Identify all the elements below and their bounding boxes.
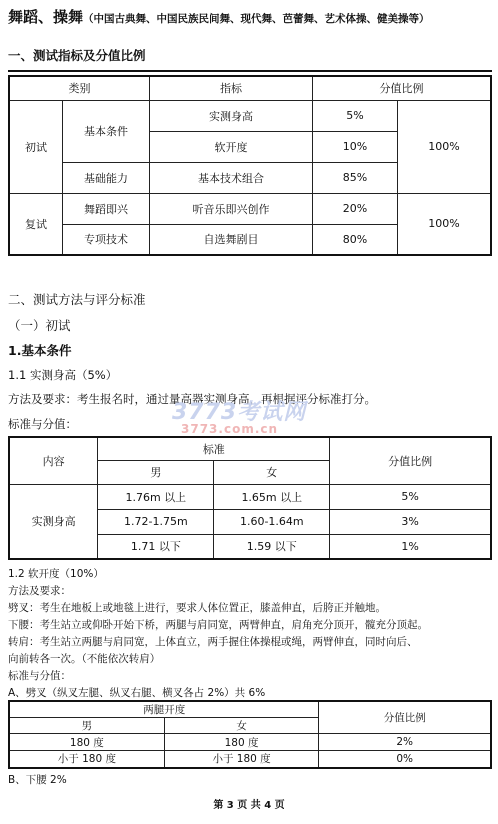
height-item: 1.1 实测身高（5%）: [8, 368, 118, 382]
ratio-height: 5%: [313, 100, 398, 131]
dance-improv: 舞蹈即兴: [63, 193, 150, 224]
header-content: 内容: [9, 437, 98, 484]
bend-text: 下腰：考生站立或仰卧开始下桥，两腿与肩同宽，两臂伸直，肩角充分顶开，髋充分顶起。: [8, 619, 428, 631]
ratio-flexibility: 10%: [313, 131, 398, 162]
height-row-label: 实测身高: [9, 484, 98, 559]
split-text: 劈叉：考生在地板上或地毯上进行，要求人体位置正，膝盖伸直，后胯正并触地。: [8, 602, 386, 614]
ratio-value: 3%: [330, 509, 491, 534]
female-value: 1.59 以下: [214, 534, 330, 559]
indicator-skill: 基本技术组合: [150, 162, 313, 193]
male-degree: 小于 180 度: [9, 751, 164, 768]
title-main: 舞蹈、操舞: [8, 8, 84, 26]
degree-ratio: 2%: [319, 734, 491, 751]
basic-ability: 基础能力: [63, 162, 150, 193]
standard-label: 标准与分值：: [8, 417, 77, 431]
split-label: A、劈叉（纵叉左腿、纵叉右腿、横叉各占 2%）共 6%: [8, 687, 266, 699]
male-value: 1.76m 以上: [98, 484, 214, 509]
female-degree: 180 度: [164, 734, 319, 751]
header-ratio3: 分值比例: [319, 701, 491, 734]
ratio-repertoire: 80%: [313, 224, 398, 255]
header-standard: 标准: [98, 437, 330, 460]
female-value: 1.60-1.64m: [214, 509, 330, 534]
preliminary-heading: （一）初试: [8, 318, 71, 333]
round2-label: 复试: [9, 193, 63, 255]
indicator-music: 听音乐即兴创作: [150, 193, 313, 224]
page-title: [8, 6, 430, 27]
header-female: 女: [214, 460, 330, 484]
indicator-height: 实测身高: [150, 100, 313, 131]
watermark-logo: 3773考试网: [172, 400, 307, 425]
header-male: 男: [98, 460, 214, 484]
header-female3: 女: [164, 718, 319, 734]
page-footer: 第 3 页 共 4 页: [213, 800, 285, 811]
split-table: [8, 700, 492, 769]
watermark-url: 3773.com.cn: [181, 422, 279, 436]
male-value: 1.71 以下: [98, 534, 214, 559]
round2-total: 100%: [398, 193, 492, 255]
degree-ratio: 0%: [319, 751, 491, 768]
ratio-skill: 85%: [313, 162, 398, 193]
male-value: 1.72-1.75m: [98, 509, 214, 534]
female-degree: 小于 180 度: [164, 751, 319, 768]
turn-text-1: 转肩：考生站立两腿与肩同宽，上体直立，两手握住体操棍或绳，两臂伸直，同时向后、: [8, 636, 418, 648]
turn-text-2: 向前转各一次。（不能依次转肩）: [8, 653, 161, 665]
basic-condition: 基本条件: [63, 100, 150, 162]
ratio-value: 1%: [330, 534, 491, 559]
section1-heading: 一、测试指标及分值比例: [8, 48, 146, 63]
flex-method: 方法及要求：: [8, 585, 71, 597]
height-table: [8, 436, 492, 560]
header-degree: 两腿开度: [9, 701, 319, 718]
ratio-value: 5%: [330, 484, 491, 509]
header-ratio2: 分值比例: [330, 437, 491, 484]
ratio-music: 20%: [313, 193, 398, 224]
bend-label: B、下腰 2%: [8, 774, 67, 786]
female-value: 1.65m 以上: [214, 484, 330, 509]
indicator-table: [8, 75, 492, 256]
round1-total: 100%: [398, 100, 492, 193]
indicator-repertoire: 自选舞剧目: [150, 224, 313, 255]
header-ratio: 分值比例: [313, 76, 492, 100]
title-subtitle: （中国古典舞、中国民族民间舞、现代舞、芭蕾舞、艺术体操、健美操等）: [83, 13, 430, 25]
standard-label-2: 标准与分值：: [8, 670, 71, 682]
heading-divider: [8, 70, 492, 72]
basic-condition-heading: 1.基本条件: [8, 343, 72, 358]
round1-label: 初试: [9, 100, 63, 193]
header-category: 类别: [9, 76, 150, 100]
male-degree: 180 度: [9, 734, 164, 751]
indicator-flexibility: 软开度: [150, 131, 313, 162]
special-skill: 专项技术: [63, 224, 150, 255]
flex-item: 1.2 软开度（10%）: [8, 568, 104, 580]
header-indicator: 指标: [150, 76, 313, 100]
section2-heading: 二、测试方法与评分标准: [8, 292, 146, 307]
header-male3: 男: [9, 718, 164, 734]
height-method: 方法及要求：考生报名时，通过量高器实测身高，再根据评分标准打分。: [8, 392, 376, 406]
